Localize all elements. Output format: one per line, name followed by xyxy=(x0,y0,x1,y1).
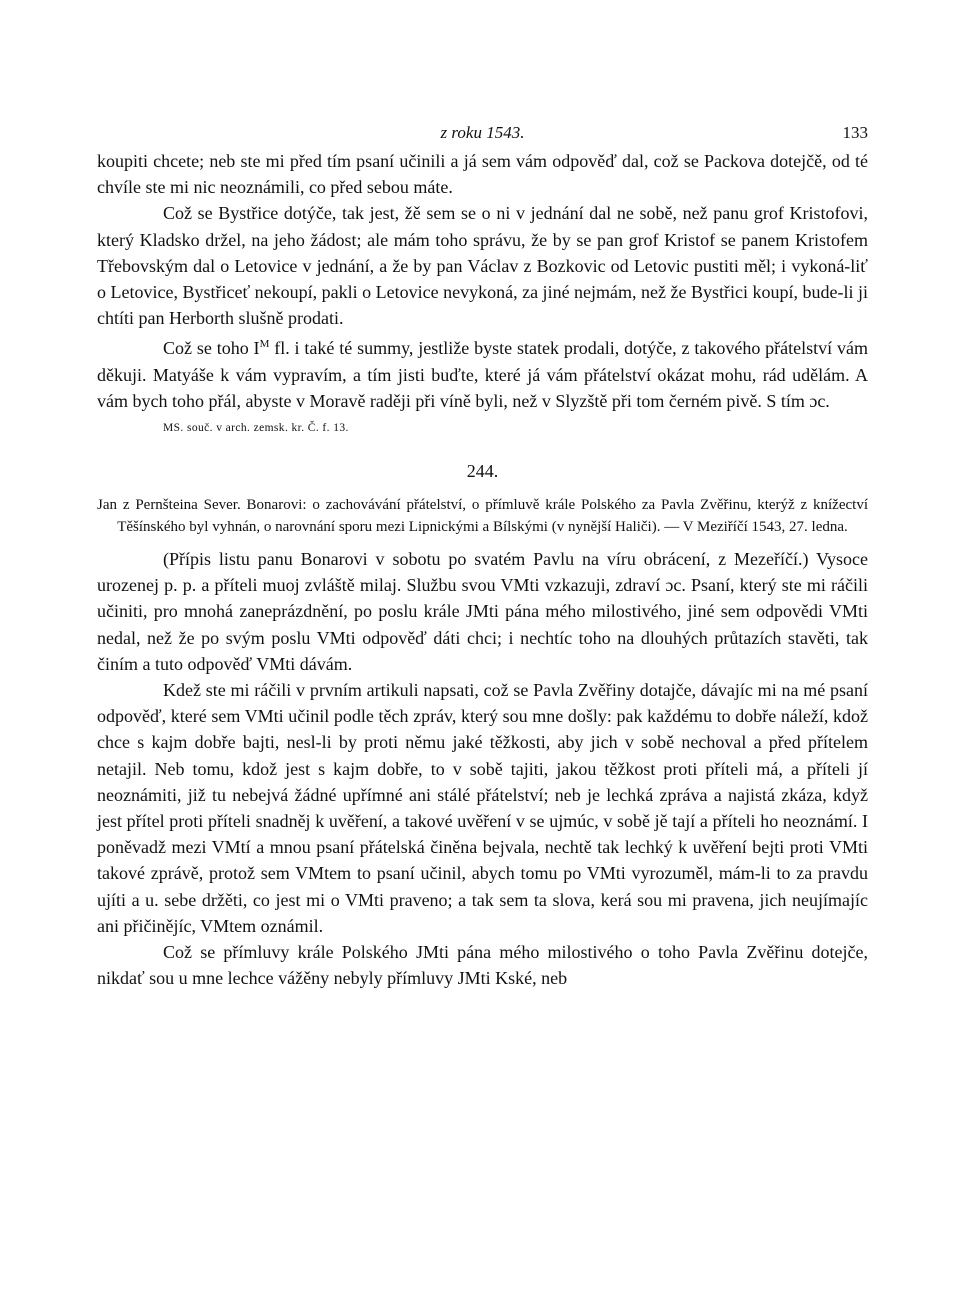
page-number: 133 xyxy=(842,123,868,142)
paragraph-bystrice: Což se Bystřice dotýče, tak jest, žě sem se o ni v jednání dal ne sobě, než panu grof Kristofovi, který Kladsko držel, na jeho žádost; ale mám toho správu, že by se pan grof Kristof se panem Kristofem Třebovským dal o Letovice v jednání, a že by pan Václav z Bozkovic od Letovic pustiti měl; i vykoná-liť o Letovice, Bystřiceť nekoupí, pakli o Letovice nevykoná, za jiné nejmám, než že Bystřici koupí, bude-li ji chtíti pan Herborth slušně prodati. xyxy=(97,203,868,329)
book-page xyxy=(97,118,868,991)
superscript-m: M xyxy=(259,338,270,351)
running-header xyxy=(97,118,868,148)
paragraph-continuation: koupiti chcete; neb ste mi před tím psaní učinili a já sem vám odpověď dal, což se Packova dotejčě, od té chvíle ste mi nic neoznámili, co před sebou máte. xyxy=(97,151,868,198)
paragraph-summa-text-b: fl. i také té summy, jestliže byste statek prodali, dotýče, z takového přátelství vám děkuji. Matyáše k vám vypravím, a tím jisti buďte, které já vám přátelství okázat mohu, rád udělám. A vám bych toho přál, abyste v Moravě raději při víně byli, než v Slyzště při tom černém pivě. S tím ɔc. xyxy=(97,338,869,411)
document-regest: Jan z Pernšteina Sever. Bonarovi: o zachovávání přátelství, o přímluvě krále Polského za Pavla Zvěřinu, kterýž z knížectví Těšínského byl vyhnán, o narovnání sporu mezi Lipnickými a Bílskými (v nynější Haliči). — V Meziříčí 1543, 27. ledna. xyxy=(97,497,868,536)
source-citation: MS. souč. v arch. zemsk. kr. Č. f. 13. xyxy=(163,422,349,435)
paragraph-summa-text-a: Což se toho I xyxy=(163,338,260,359)
letter-paragraph-1: (Přípis listu panu Bonarovi v sobotu po svatém Pavlu na víru obrácení, z Mezeříčí.) Vysoce urozenej p. p. a příteli muoj zvláště milaj. Službu svou VMti vzkazuji, zdraví ɔc. Psaní, který ste mi ráčili učiniti, pro mnohá zaneprázdnění, po poslu krále JMti pána mého milostivého, jiné sem odpovědi VMti nedal, než že po svým poslu VMti odpověď dáti chci; i nechtíc toho na dlouhých průtazích stavěti, tak činím a tuto odpověď VMti dávám. xyxy=(97,549,868,674)
running-title: z roku 1543. xyxy=(440,123,525,142)
paragraph-summa xyxy=(97,331,868,414)
letter-paragraph-2: Kdež ste mi ráčili v prvním artikuli napsati, což se Pavla Zvěřiny dotajče, dávajíc mi na mé psaní odpověď, které sem VMti učinil podle těch zpráv, který sou mne došly: pak každému to dobře náleží, kdož chce s kajm dobře bajti, nesl-li by proti němu jaké těžkosti, aby jich v sobě nechoval a před přítelem netajil. Neb tomu, kdož jest s kajm dobře, to v sobě tajiti, jakou těžkost proti příteli má, a příteli jí neoznámiti, již tu nebejvá žádné upřímné ani stálé přátelství; neb je lechká zpráva a najistá zkáza, když jest přítel proti příteli snadněj k uvěření, a takové uvěření v se ujmúc, v sobě jě tají a příteli ho neoznámí. I poněvadž mezi VMtí a mnou psaní přátelská činěna bejvala, nechtě tak lechký k uvěření bejti proti VMti takové zprávě, protož sem VMtem to psaní učinil, abych tomu po VMti vyrozuměl, mám-li to za pravdu ujíti a u. sebe držěti, co jest mi o VMti praveno; a tak sem ta slova, kerá sou mi pravena, jich neujímajíc ani přičinějíc, VMtem oznámil. xyxy=(97,680,868,936)
letter-paragraph-3: Což se přímluvy krále Polského JMti pána mého milostivého o toho Pavla Zvěřinu dotejče, nikdať sou u mne lechce vážěny nebyly přímluvy JMti Kské, neb xyxy=(97,942,868,989)
document-number: 244. xyxy=(466,461,499,482)
